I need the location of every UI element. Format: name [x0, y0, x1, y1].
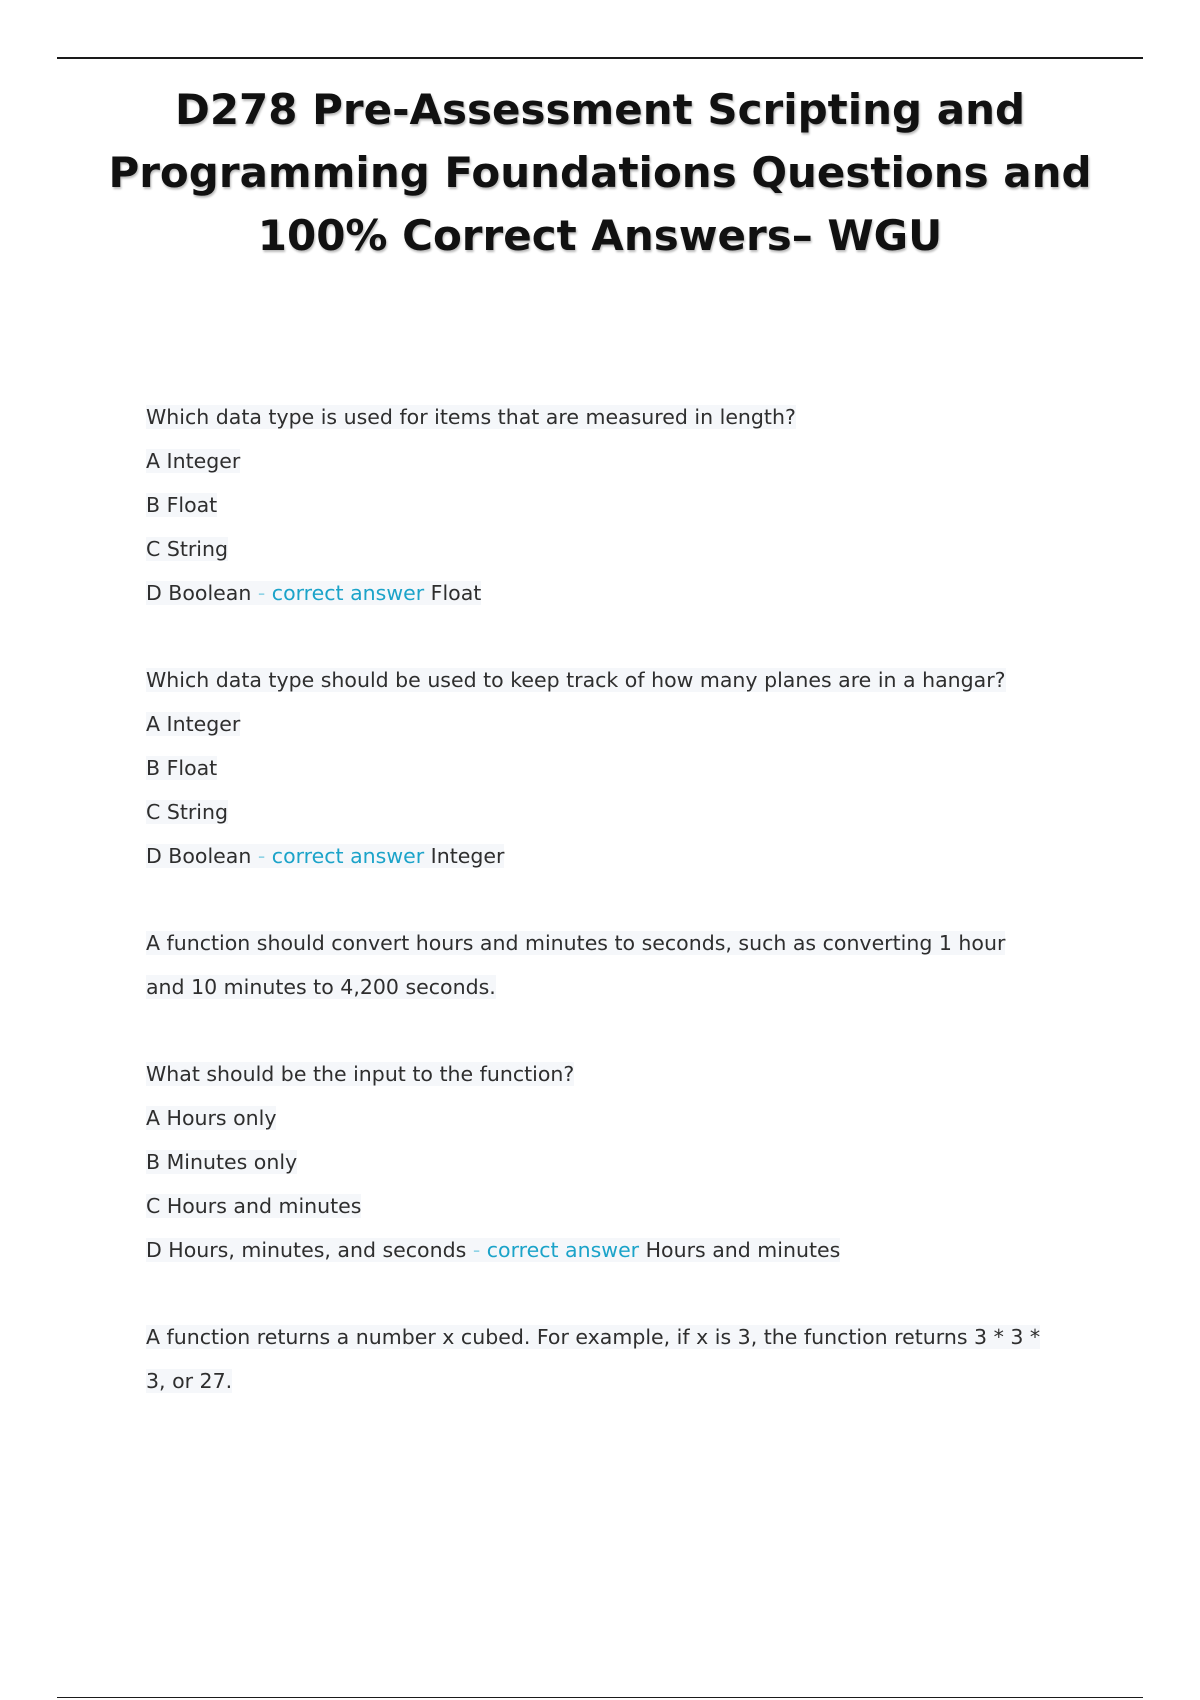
- answer-option: A Integer: [146, 449, 241, 473]
- question-block: [146, 1315, 1106, 1403]
- answer-option-with-key: D Hours, minutes, and seconds - correct answer Hours and minutes: [146, 1238, 841, 1262]
- title-line: Programming Foundations Questions and: [108, 148, 1092, 197]
- answer-option: A Integer: [146, 712, 241, 736]
- question-prompt: and 10 minutes to 4,200 seconds.: [146, 975, 496, 999]
- title-line: D278 Pre-Assessment Scripting and: [174, 85, 1026, 134]
- question-sub-prompt: What should be the input to the function?: [146, 1062, 575, 1086]
- answer-option-with-key: D Boolean - correct answer Float: [146, 581, 482, 605]
- answer-option: C String: [146, 800, 229, 824]
- title-line: 100% Correct Answers– WGU: [257, 211, 943, 260]
- question-prompt: Which data type is used for items that are measured in length?: [146, 405, 796, 429]
- answer-option: B Float: [146, 493, 218, 517]
- correct-answer-value: Integer: [430, 844, 505, 868]
- answer-option: C String: [146, 537, 229, 561]
- correct-answer-label: - correct answer: [257, 581, 425, 605]
- bottom-divider: [57, 1697, 1143, 1698]
- question-prompt: 3, or 27.: [146, 1369, 233, 1393]
- document-body: [146, 395, 1106, 1403]
- answer-option: C Hours and minutes: [146, 1194, 362, 1218]
- question-block: [146, 395, 1106, 615]
- correct-answer-value: Hours and minutes: [645, 1238, 841, 1262]
- question-block: [146, 658, 1106, 878]
- answer-option: B Float: [146, 756, 218, 780]
- answer-option: B Minutes only: [146, 1150, 298, 1174]
- correct-answer-label: - correct answer: [472, 1238, 640, 1262]
- document-title: [100, 78, 1100, 267]
- question-prompt: Which data type should be used to keep track of how many planes are in a hangar?: [146, 668, 1006, 692]
- question-prompt: A function should convert hours and minutes to seconds, such as converting 1 hour: [146, 931, 1006, 955]
- correct-answer-label: - correct answer: [257, 844, 425, 868]
- question-prompt: A function returns a number x cubed. For example, if x is 3, the function returns 3 * 3 *: [146, 1325, 1041, 1349]
- correct-answer-value: Float: [430, 581, 482, 605]
- answer-option-with-key: D Boolean - correct answer Integer: [146, 844, 505, 868]
- question-block: [146, 921, 1106, 1272]
- answer-option: A Hours only: [146, 1106, 277, 1130]
- top-divider: [57, 57, 1143, 59]
